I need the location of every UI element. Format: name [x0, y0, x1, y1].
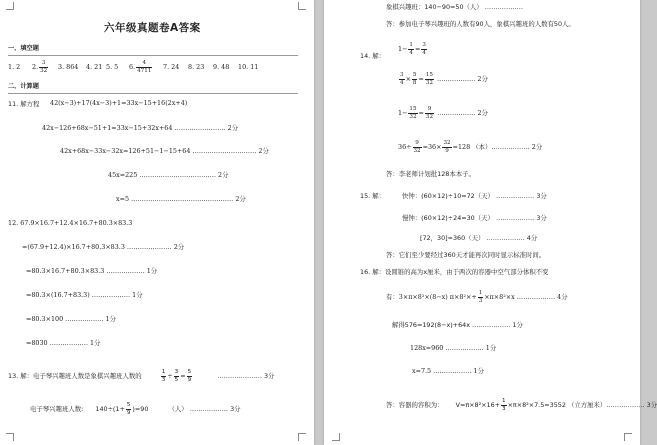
fill-answer: 3. 864	[58, 63, 79, 71]
fill-answer: 10. 11	[238, 63, 259, 71]
r-line: 象棋兴趣班：140−90=50（人） ………………	[386, 3, 524, 11]
q11-line: x=5 ………………………………………… 2分	[116, 195, 246, 203]
q12-line: =80.3×16.7+80.3×83.3 ……………… 1分	[26, 267, 158, 275]
crop-mark	[298, 433, 306, 441]
crop-mark	[6, 433, 14, 441]
left-page	[0, 0, 314, 445]
page-title: 六年级真题卷A答案	[104, 22, 201, 34]
q16-label: 16. 解：设圆锥的高为x厘米，由于两次的容器中空气部分体积不变	[360, 268, 549, 276]
q11-line: 42x+68x−33x−32x=126+51−1−15+64 ………………………… 2分	[60, 147, 269, 155]
fill-answer: 2. $\frac{3}{32}$	[32, 60, 48, 74]
q12-line: =80.3×100 ……………… 1分	[26, 315, 116, 323]
q16-line: 有：3×π×8²×(8−x) π×8²×+ $\frac{1}{3}$ ×π×8²×x ……………… 4分	[386, 290, 568, 304]
q14-line: 36÷ $\frac{9}{32}$ =36× $\frac{32}{9}$ =128 （本）……………… 2分	[398, 140, 543, 154]
divider	[8, 55, 298, 56]
divider	[8, 93, 298, 94]
fill-answer: 1. 2	[8, 63, 21, 71]
q16-line: 128x=960 ……………… 1分	[410, 344, 497, 352]
fill-answer: 4. 21	[86, 63, 103, 71]
q12-line: =8030 ……………… 1分	[26, 339, 101, 347]
r-answer: 答：参加电子琴兴趣班的人数有90人，象棋兴趣班的人数有50人。	[386, 20, 575, 28]
section-calculation: 二、计算题	[8, 83, 39, 90]
section-fill-blank: 一、填空题	[8, 45, 39, 52]
right-page	[324, 0, 657, 445]
fill-answer: 5. 5	[106, 63, 119, 71]
q14-line: 1− $\frac{15}{32}$ = $\frac{9}{32}$ ……………… 2分	[398, 106, 488, 120]
q12-line: 12. 67.9×16.7+12.4×16.7+80.3×83.3	[8, 219, 133, 227]
q14-line: $\frac{3}{4}$ × $\frac{5}{8}$ = $\frac{15}{32}$ ……………… 2分	[400, 72, 488, 86]
q13-line: 13. 解：电子琴兴趣班人数是象棋兴趣班人数的 $\frac{1}{3}$ ÷ $\frac{3}{5}$ = $\frac{5}{9}$ ………………… 3分	[8, 369, 275, 383]
crop-mark	[298, 2, 306, 10]
q12-line: =80.3×(16.7+83.3) ……………… 1分	[26, 291, 143, 299]
q14-line: 1− $\frac{1}{4}$ = $\frac{3}{4}$	[398, 42, 426, 56]
q14-label: 14. 解：	[360, 52, 385, 60]
q15-line: 快钟：(60×12)÷10=72（天） ……………… 3分	[402, 192, 547, 200]
q16-line: 解得576=192(8−x)+64x ……………… 1分	[392, 321, 523, 329]
q11-label: 11. 解方程	[8, 100, 40, 108]
fill-answer: 9. 48	[213, 63, 230, 71]
fill-answer: 8. 23	[188, 63, 205, 71]
fill-answer: 6. $\frac{4}{4711}$	[129, 60, 152, 74]
fill-answer: 7. 24	[163, 63, 180, 71]
q15-answer: 答：它们至少要经过360天才能再次同时显示标准时间。	[386, 251, 546, 259]
q16-line: x=7.5 ……………… 1分	[412, 367, 484, 375]
q15-line: 慢钟：(60×12)÷24=30（天） ……………… 3分	[402, 214, 547, 222]
q11-line: 42x−126+68x−51+1=33x−15+32x+64 …………………… 2分	[42, 124, 239, 132]
q16-answer: 答：容器的容积为： V=π×8²×16+ $\frac{1}{3}$ ×π×8²×7.5=3552 （立方厘米）……………… 3分	[386, 398, 657, 412]
crop-mark	[6, 2, 14, 10]
q15-label: 15. 解：	[360, 192, 385, 200]
crop-mark	[332, 433, 340, 441]
q15-line: [72，30]=360（天） ……………… 4分	[420, 234, 538, 242]
q11-line: 45x=225 ……………………………… 2分	[108, 171, 229, 179]
q14-answer: 答：李老师计划批128本本子。	[386, 170, 475, 178]
crop-mark	[624, 433, 632, 441]
q13-line: 电子琴兴趣班人数: 140÷(1+ $\frac{5}{9}$ )=90 （人） ……………… 3分	[30, 402, 241, 416]
q12-line: =(67.9+12.4)×16.7+80.3×83.3 ………………… 2分	[22, 243, 185, 251]
q11-line: 42(x−3)+17(4x−3)+1=33x−15+16(2x+4)	[50, 99, 188, 107]
